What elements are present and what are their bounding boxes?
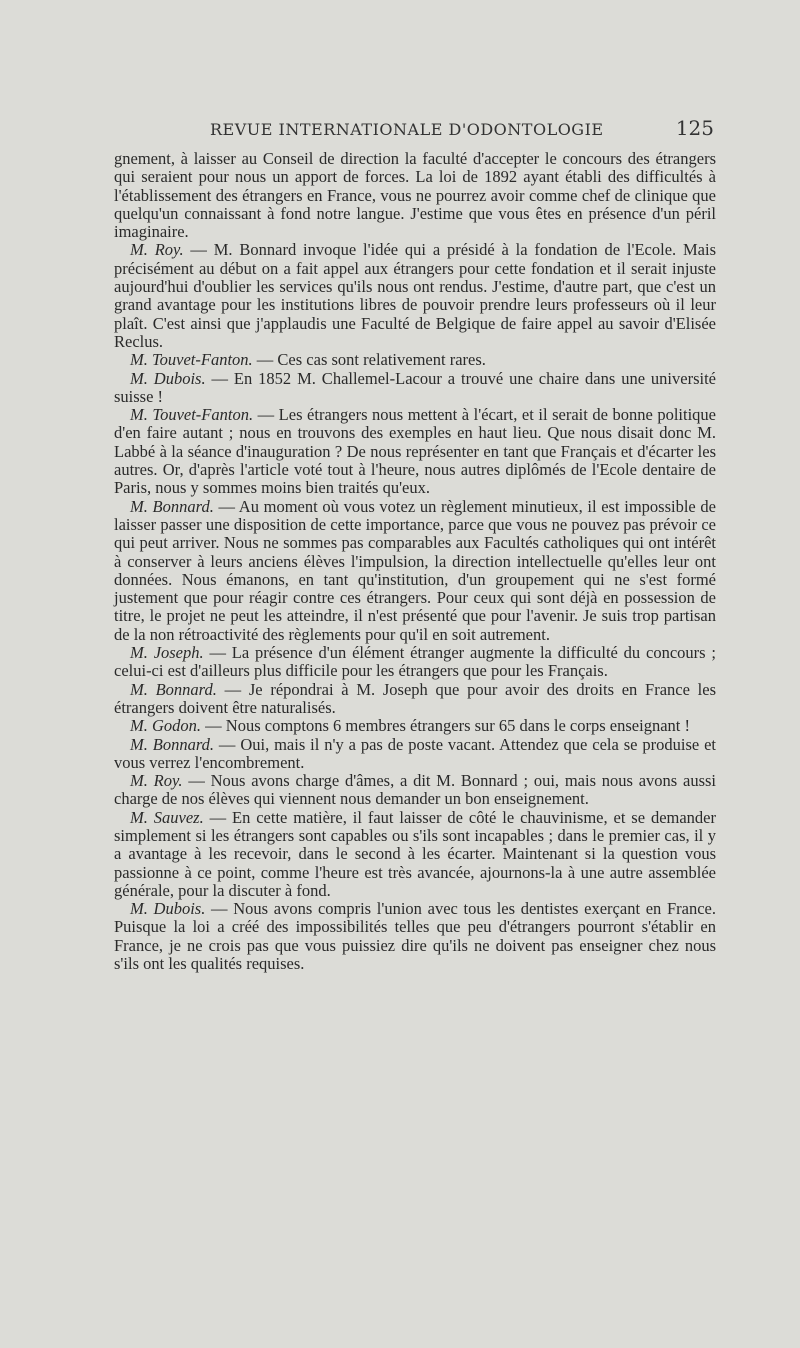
paragraph: M. Touvet-Fanton. — Ces cas sont relativement rares. bbox=[130, 350, 486, 370]
paragraph: M. Godon. — Nous comptons 6 membres étrangers sur 65 dans le corps enseignant ! bbox=[130, 716, 690, 736]
paragraph: M. Touvet-Fanton. — Les étrangers nous mettent à l'écart, et il serait de bonne politique d'en faire autant ; nous en trouvons des exemples en haut lieu. Que nous disait donc M. Labbé à la séance d'inauguration ? De nous représenter en tant que Français et d'écarter les autres. Or, d'après l'article voté tout à l'heure, nous autres diplômés de l'Ecole dentaire de Paris, nous y sommes moins bien traités qu'eux. bbox=[114, 405, 716, 498]
speaker: M. Sauvez. bbox=[130, 807, 204, 827]
speaker: M. Touvet-Fanton. bbox=[130, 350, 253, 370]
paragraph: M. Bonnard. — Oui, mais il n'y a pas de poste vacant. Attendez que cela se produise et vous verrez l'encombrement. bbox=[114, 734, 716, 772]
speaker: M. Touvet-Fanton. bbox=[130, 405, 254, 425]
speaker: M. Godon. bbox=[130, 716, 202, 736]
page-number: 125 bbox=[675, 116, 714, 140]
page-header bbox=[114, 116, 716, 146]
paragraph: M. Bonnard. — Au moment où vous votez un règlement minutieux, il est impossible de laisser passer une disposition de cette importance, parce que vous ne pouvez pas prévoir ce qui peut arriver. Nous ne sommes pas comparables aux Facultés catholiques qui ont intérêt à conserver à leurs anciens élèves l'impulsion, la direction intellectuelle qu'elles leur ont données. Nous émanons, en tant qu'institution, d'un groupement qui ne s'est formé justement que pour réagir contre ces étrangers. Pour ceux qui sont déjà en possession de titre, le projet ne peut les atteindre, il n'est présenté que pour l'avenir. Je suis trop partisan de la non rétroactivité des règlements pour qu'il en soit autrement. bbox=[114, 496, 717, 644]
speaker: M. Dubois. bbox=[130, 899, 206, 919]
speaker: M. Roy. bbox=[130, 240, 184, 260]
paragraph: M. Joseph. — La présence d'un élément étranger augmente la difficulté du concours ; celui-ci est d'ailleurs plus difficile pour les étrangers que pour les Français. bbox=[114, 643, 716, 681]
speaker: M. Bonnard. bbox=[130, 734, 215, 754]
paragraph: gnement, à laisser au Conseil de direction la faculté d'accepter le concours des étrangers qui seraient pour nous un apport de forces. La loi de 1892 ayant établi des difficultés à l'établissement des étrangers en France, vous ne pourrez avoir comme chef de clinique que quelqu'un connaissant à fond notre langue. J'estime que vous êtes en présence d'un péril imaginaire. bbox=[114, 149, 716, 242]
paragraph: M. Sauvez. — En cette matière, il faut laisser de côté le chauvinisme, et se demander simplement si les étrangers sont capables ou s'ils sont incapables ; dans le premier cas, il y a avantage à les recevoir, dans le second à les écarter. Maintenant si la question vous passionne à ce point, comme l'heure est très avancée, ajournons-la à une autre assemblée générale, pour la discuter à fond. bbox=[114, 807, 716, 900]
speaker: M. Roy. bbox=[130, 771, 183, 791]
paragraph: M. Bonnard. — Je répondrai à M. Joseph que pour avoir des droits en France les étrangers doivent être naturalisés. bbox=[114, 679, 716, 717]
speaker: M. Dubois. bbox=[130, 368, 206, 388]
speaker: M. Joseph. bbox=[130, 643, 204, 663]
paragraph: M. Roy. — Nous avons charge d'âmes, a dit M. Bonnard ; oui, mais nous avons aussi charge de nos élèves qui viennent nous demander un bon enseignement. bbox=[114, 771, 716, 809]
paragraph: M. Dubois. — Nous avons compris l'union avec tous les dentistes exerçant en France. Puisque la loi a créé des impossibilités telles que peu d'étrangers pourront s'établir en France, je ne crois pas que vous puissiez dire qu'ils ne doivent pas enseigner chez nous s'ils ont les qualités requises. bbox=[114, 899, 716, 974]
paragraph: M. Roy. — M. Bonnard invoque l'idée qui a présidé à la fondation de l'Ecole. Mais précisément au début on a fait appel aux étrangers pour cette fondation et il serait injuste aujourd'hui d'oublier les services qu'ils nous ont rendus. J'estime, d'autre part, que c'est un grand avantage pour les institutions libres de pouvoir prendre leurs professeurs où il leur plaît. C'est ainsi que j'applaudis une Faculté de Belgique de faire appel au savoir d'Elisée Reclus. bbox=[114, 240, 716, 351]
running-title: REVUE INTERNATIONALE D'ODONTOLOGIE bbox=[210, 120, 604, 139]
speaker: M. Bonnard. bbox=[130, 496, 214, 516]
paragraph: M. Dubois. — En 1852 M. Challemel-Lacour a trouvé une chaire dans une université suisse ! bbox=[114, 368, 716, 406]
body-text bbox=[114, 150, 716, 973]
speaker: M. Bonnard. bbox=[130, 679, 217, 699]
